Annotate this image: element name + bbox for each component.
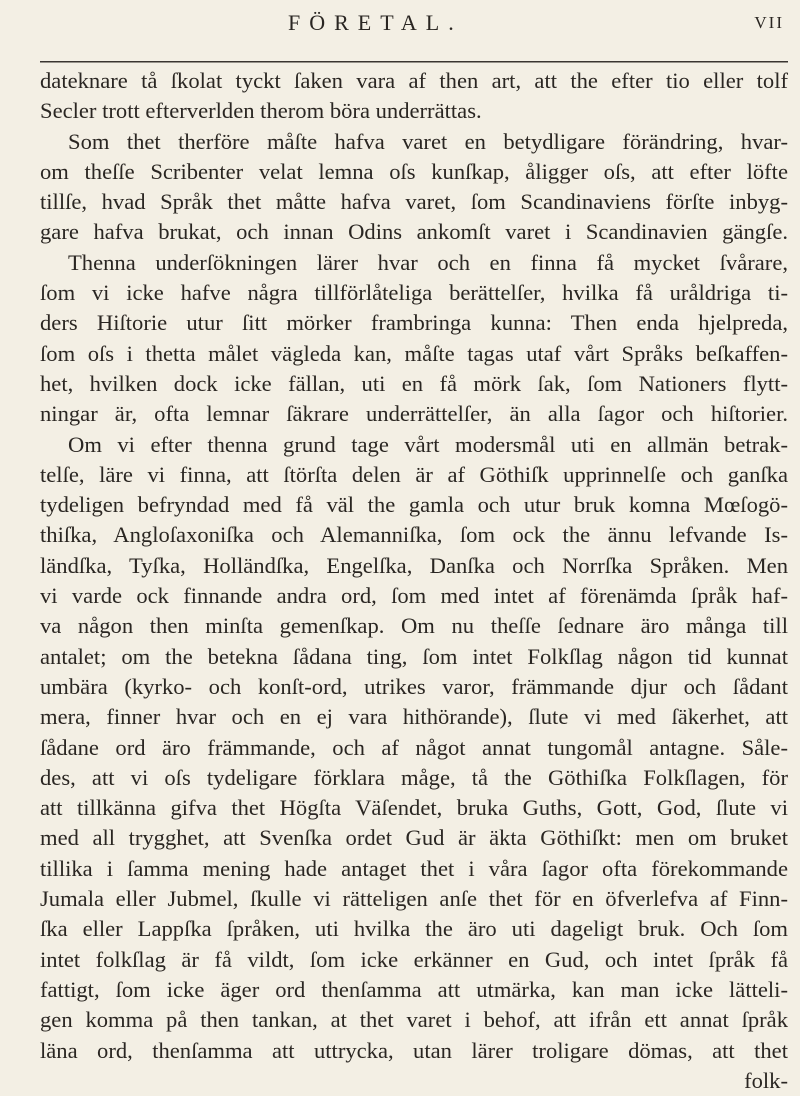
text-line: gen komma på then tankan, at thet varet i behof, att ifrån ett annat ſpråk: [40, 1007, 788, 1033]
header-rule: [40, 61, 788, 64]
text-line: mera, finner hvar och en ej vara hithörande), ſlute vi med ſäkerhet, att: [40, 704, 788, 730]
body-text: [40, 66, 788, 1096]
text-line: umbära (kyrko- och konſt-ord, utrikes varor, främmande djur och ſådant: [40, 673, 788, 699]
text-line: tillika i ſamma mening hade antaget thet i våra ſagor ofta förekommande: [40, 855, 788, 881]
text-line: thiſka, Angloſaxoniſka och Alemanniſka, ſom ock the ännu lefvande Is-: [40, 522, 788, 548]
text-line: ländſka, Tyſka, Holländſka, Engelſka, Danſka och Norrſka Språken. Men: [40, 552, 788, 578]
text-line: antalet; om the betekna ſådana ting, ſom intet Folkſlag någon tid kunnat: [40, 643, 788, 669]
text-line: Som thet therföre måſte hafva varet en betydligare förändring, hvar-: [68, 128, 788, 154]
text-line: ſka eller Lappſka ſpråken, uti hvilka the äro uti dageligt bruk. Och ſom: [40, 916, 788, 942]
text-line: telſe, läre vi finna, att ſtörſta delen är af Göthiſk upprinnelſe och ganſka: [40, 461, 788, 487]
text-line: intet folkſlag är få vildt, ſom icke erkänner en Gud, och intet ſpråk få: [40, 946, 788, 972]
text-line: Jumala eller Jubmel, ſkulle vi rätteligen anſe thet för en öfverlefva af Finn-: [40, 886, 788, 912]
text-line: ſom vi icke hafve några tillförlåteliga berättelſer, hvilka få uråldriga ti-: [40, 280, 788, 306]
text-line: het, hvilken dock icke fällan, uti en få mörk ſak, ſom Nationers flytt-: [40, 370, 788, 396]
text-line: dateknare tå ſkolat tyckt ſaken vara af then art, att the efter tio eller tolf: [40, 68, 788, 93]
text-line: om theſſe Scribenter velat lemna oſs kunſkap, åligger oſs, att efter löfte: [40, 158, 788, 184]
running-header: [40, 10, 792, 66]
text-line: ſådane ord äro främmande, och af något annat tungomål antagne. Såle-: [40, 734, 788, 760]
text-line: tillſe, hvad Språk thet måtte hafva varet, ſom Scandinaviens förſte inbyg-: [40, 189, 788, 215]
header-title: FÖRETAL.: [288, 10, 463, 35]
text-line: med all trygghet, att Svenſka ordet Gud är äkta Göthiſkt: men om bruket: [40, 825, 788, 851]
text-line: va någon then minſta gemenſkap. Om nu theſſe ſednare äro många till: [40, 613, 788, 639]
text-line: fattigt, ſom icke äger ord thenſamma att utmärka, kan man icke lätteli-: [40, 976, 788, 1002]
text-line: Secler trott efterverlden therom böra underrättas.: [40, 98, 482, 124]
text-line: ders Hiſtorie utur ſitt mörker frambringa kunna: Then enda hjelpreda,: [40, 310, 788, 336]
text-line: att tillkänna gifva thet Högſta Väſendet, bruka Guths, Gott, God, ſlute vi: [40, 795, 788, 821]
text-line: gare hafva brukat, och innan Odins ankomſt varet i Scandinavien gängſe.: [40, 219, 788, 245]
text-line: ſom oſs i thetta målet vägleda kan, måſte tagas utaf vårt Språks beſkaffen-: [40, 340, 788, 366]
text-line: Thenna underſökningen lärer hvar och en finna få mycket ſvårare,: [68, 249, 788, 275]
text-line: vi varde ock finnande andra ord, ſom med intet af förenämda ſpråk haf-: [40, 583, 788, 609]
text-line: Om vi efter thenna grund tage vårt modersmål uti en allmän betrak-: [68, 431, 788, 457]
text-line: läna ord, thenſamma att uttrycka, utan lärer troligare dömas, att thet: [40, 1037, 788, 1063]
text-line: folk-: [744, 1067, 788, 1093]
text-line: ningar är, ofta lemnar ſäkrare underrättelſer, än alla ſagor och hiſtorier.: [40, 401, 788, 427]
page-number: VII: [754, 13, 784, 32]
text-line: des, att vi oſs tydeligare förklara måge, tå the Göthiſka Folkſlagen, för: [40, 764, 788, 790]
text-line: tydeligen befryndad med få väl the gamla och utur bruk komna Mœſogö-: [40, 492, 788, 518]
